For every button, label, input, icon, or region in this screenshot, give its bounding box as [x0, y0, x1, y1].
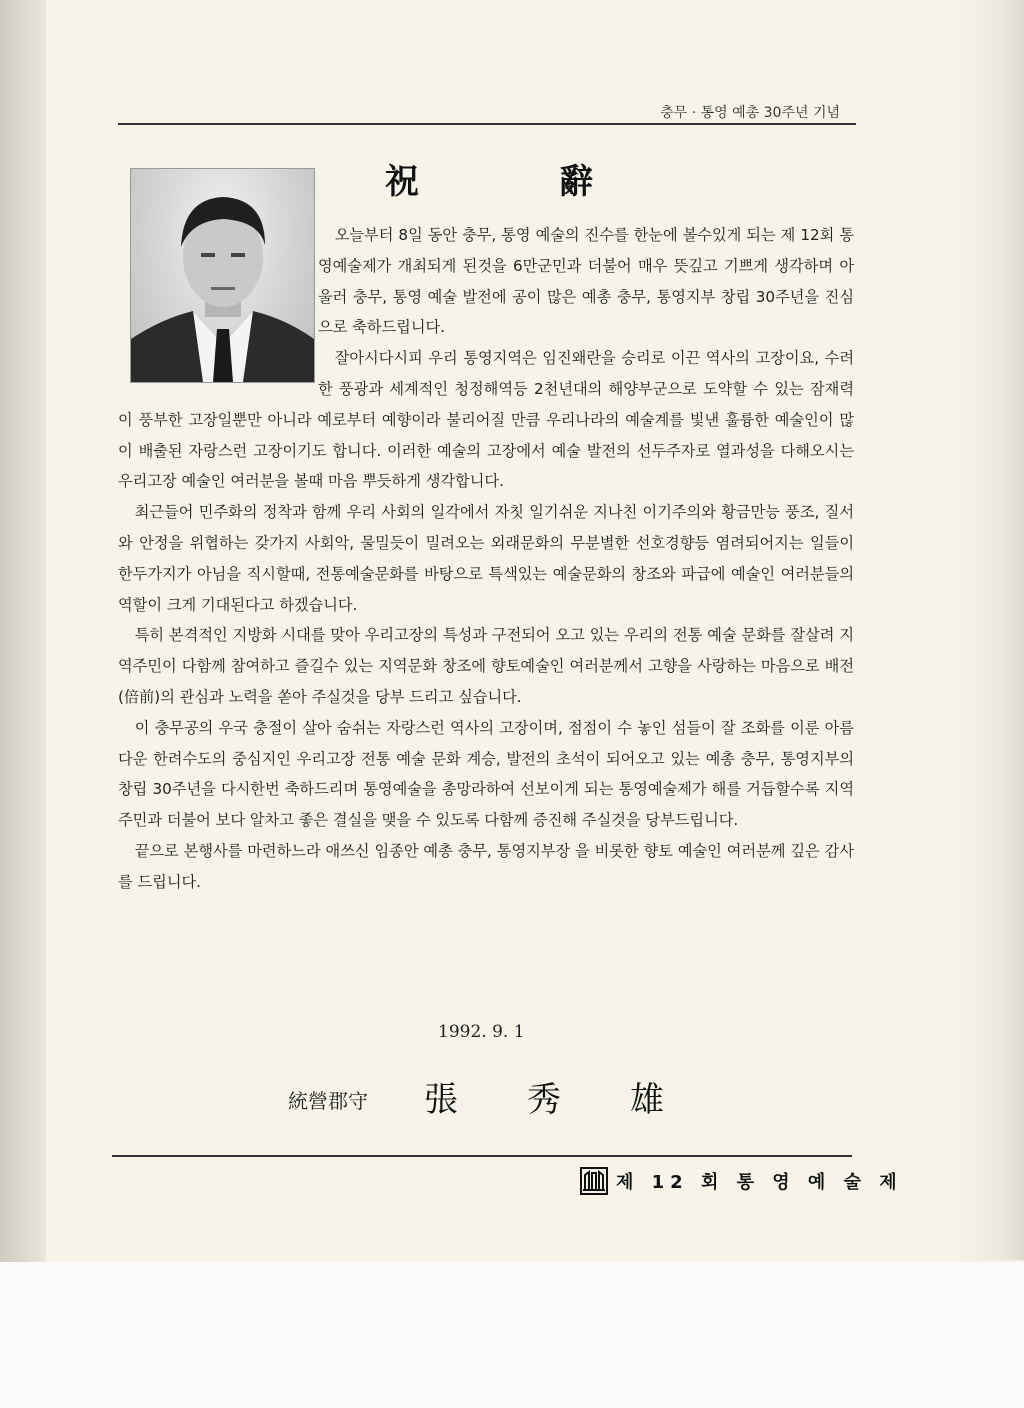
- body-text: [118, 220, 854, 898]
- title-char-2: 辭: [559, 161, 595, 202]
- page-edge: [961, 0, 1024, 1260]
- festival-logo-icon: [580, 1167, 608, 1195]
- paragraph: 최근들어 민주화의 정착과 함께 우리 사회의 일각에서 자칫 일기쉬운 지나친 이기주의와 황금만능 풍조, 질서와 안정을 위협하는 갖가지 사회악, 물밀듯이 밀려오는 외래문화의 무분별한 선호경향등 염려되어지는 일들이 한두가지가 아님을 직시할때, 전통예술문화를 바탕으로 특색있는 예술문화의 창조와 파급에 예술인 여러분들의 역할이 크게 기대된다고 하겠습니다.: [118, 503, 854, 614]
- binding-strip: [0, 0, 46, 1408]
- page-footer: [580, 1164, 903, 1198]
- footer-title: 제 12 회 통 영 예 술 제: [616, 1172, 903, 1193]
- signer-name: [424, 1072, 664, 1121]
- header-rule: [118, 123, 856, 125]
- signer-name-char: 雄: [630, 1080, 664, 1120]
- paragraph: 오늘부터 8일 동안 충무, 통영 예술의 진수를 한눈에 볼수있게 되는 제 12회 통영예술제가 개최되게 된것을 6만군민과 더불어 매우 뜻깊고 기쁘게 생각하며 아울러 충무, 통영 예술 발전에 공이 많은 예총 충무, 통영지부 창립 30주년을 진심으로 축하드립니다.: [318, 226, 854, 337]
- paragraph: 이 충무공의 우국 충절이 살아 숨쉬는 자랑스런 역사의 고장이며, 점점이 수 놓인 섬들이 잘 조화를 이룬 아름다운 한려수도의 중심지인 우리고장 전통 예술 문화 계승, 발전의 초석이 되어오고 있는 예총 충무, 통영지부의 창립 30주년을 다시한번 축하드리며 통영예술을 총망라하여 선보이게 되는 통영예술제가 해를 거듭할수록 지역주민과 더불어 보다 알차고 좋은 결실을 맺을 수 있도록 다함께 증진해 주실것을 당부드립니다.: [118, 718, 854, 830]
- paragraph: 잘아시다시피 우리 통영지역은 임진왜란을 승리로 이끈 역사의 고장이요, 수려한 풍광과 세계적인 청정해역등 2천년대의 해양부군으로 도약할 수 있는 잠재력이 풍부한 고장일뿐만 아니라 예로부터 예향이라 불리어질 만큼 우리나라의 예술계를 빛낸 훌륭한 예술인이 많이 배출된 자랑스런 고장이기도 합니다. 이러한 예술의 고장에서 예술 발전의 선두주자로 열과성을 다해오시는 우리고장 예술인 여러분을 볼때 마음 뿌듯하게 생각합니다.: [118, 349, 854, 491]
- signer-title: 統營郡守: [288, 1089, 368, 1113]
- page-header: 충무 · 통영 예총 30주년 기념: [660, 105, 840, 121]
- paragraph: 끝으로 본행사를 마련하느라 애쓰신 임종안 예총 충무, 통영지부장 을 비롯한 향토 예술인 여러분께 깊은 감사를 드립니다.: [118, 841, 854, 891]
- page-title: [385, 155, 595, 201]
- title-char-1: 祝: [385, 161, 421, 202]
- date: 1992. 9. 1: [438, 1022, 525, 1042]
- photo-spacer: [118, 220, 318, 385]
- scan-background: [0, 1262, 1024, 1408]
- paragraph: 특히 본격적인 지방화 시대를 맞아 우리고장의 특성과 구전되어 오고 있는 우리의 전통 예술 문화를 잘살려 지역주민이 다함께 참여하고 즐길수 있는 지역문화 창조에 향토예술인 여러분께서 고향을 사랑하는 마음으로 배전(倍前)의 관심과 노력을 쏟아 주실것을 당부 드리고 싶습니다.: [118, 626, 854, 706]
- signer-name-char: 秀: [527, 1080, 561, 1120]
- footer-rule: [112, 1155, 852, 1157]
- signer-name-char: 張: [424, 1080, 458, 1120]
